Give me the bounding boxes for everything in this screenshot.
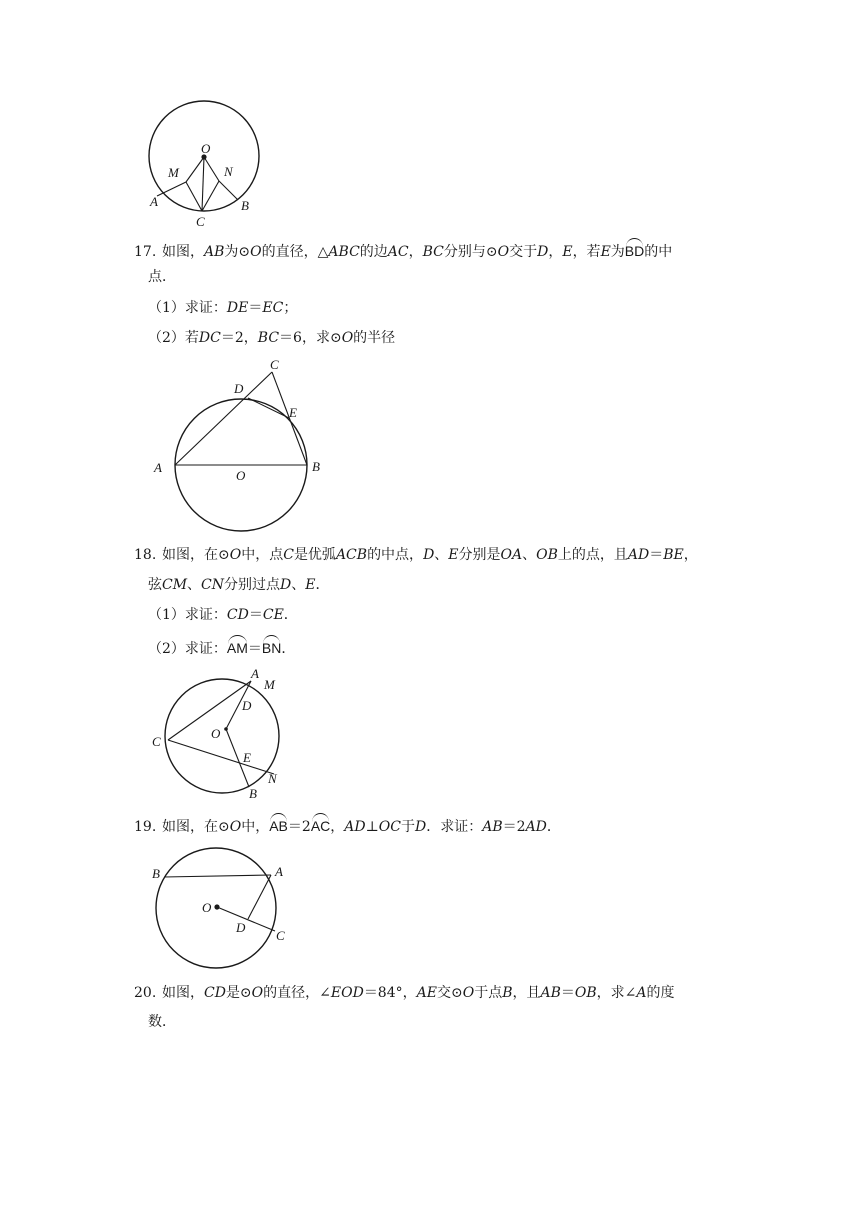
- q19-line1: 19. 如图，在⊙O中，AB＝2AC，AD⊥OC于D．求证：AB＝2AD．: [134, 813, 561, 837]
- arc-ab: AB: [269, 813, 288, 833]
- arc-am: AM: [227, 635, 248, 655]
- q20-line2: 数．: [148, 1014, 176, 1030]
- figure-q19: [148, 842, 298, 972]
- label-o: O: [236, 468, 246, 483]
- label-o: O: [201, 141, 211, 156]
- label-c: C: [276, 928, 285, 943]
- arc-bd: BD: [625, 238, 644, 258]
- label-a: A: [150, 194, 158, 209]
- label-o: O: [202, 900, 212, 915]
- q18-part2: （2）求证：AM＝BN．: [148, 635, 295, 659]
- label-a: A: [251, 666, 259, 681]
- label-n: N: [224, 164, 233, 179]
- figure-q17: [148, 356, 338, 536]
- arc-bn: BN: [262, 635, 281, 655]
- label-c: C: [270, 357, 279, 372]
- arc-ac: AC: [311, 813, 330, 833]
- label-o: O: [211, 726, 221, 741]
- label-m: M: [264, 677, 275, 692]
- label-d: D: [234, 381, 244, 396]
- label-d: D: [242, 698, 252, 713]
- q17-part1: （1）求证：DE＝EC；: [148, 300, 298, 316]
- q20-line1: 20. 如图，CD是⊙O的直径，∠EOD＝84°，AE交⊙O于点B，且AB＝OB，求∠A的度: [134, 985, 675, 1001]
- label-c: C: [152, 734, 161, 749]
- label-d: D: [236, 920, 246, 935]
- q17-line2: 点．: [148, 269, 176, 285]
- label-b: B: [249, 786, 257, 801]
- q18-line1: 18. 如图，在⊙O中，点C是优弧ACB的中点，D、E分别是OA、OB上的点，且AD＝BE，: [134, 547, 698, 563]
- label-c: C: [196, 214, 205, 229]
- label-m: M: [168, 165, 179, 180]
- figure-q18: [148, 664, 298, 804]
- q18-line2: 弦CM、CN分别过点D、E．: [148, 577, 330, 593]
- q18-part1: （1）求证：CD＝CE．: [148, 607, 298, 623]
- label-b: B: [312, 459, 320, 474]
- label-a: A: [275, 864, 283, 879]
- q17-line1: 17. 如图，AB为⊙O的直径，△ABC的边AC，BC分别与⊙O交于D，E，若E为BD的中: [134, 238, 672, 262]
- label-b: B: [241, 198, 249, 213]
- label-b: B: [152, 866, 160, 881]
- figure-q16: [140, 92, 280, 232]
- label-e: E: [289, 405, 297, 420]
- label-a: A: [154, 460, 162, 475]
- label-e: E: [243, 750, 251, 765]
- label-n: N: [268, 771, 277, 786]
- q17-part2: （2）若DC＝2，BC＝6，求⊙O的半径: [148, 330, 396, 346]
